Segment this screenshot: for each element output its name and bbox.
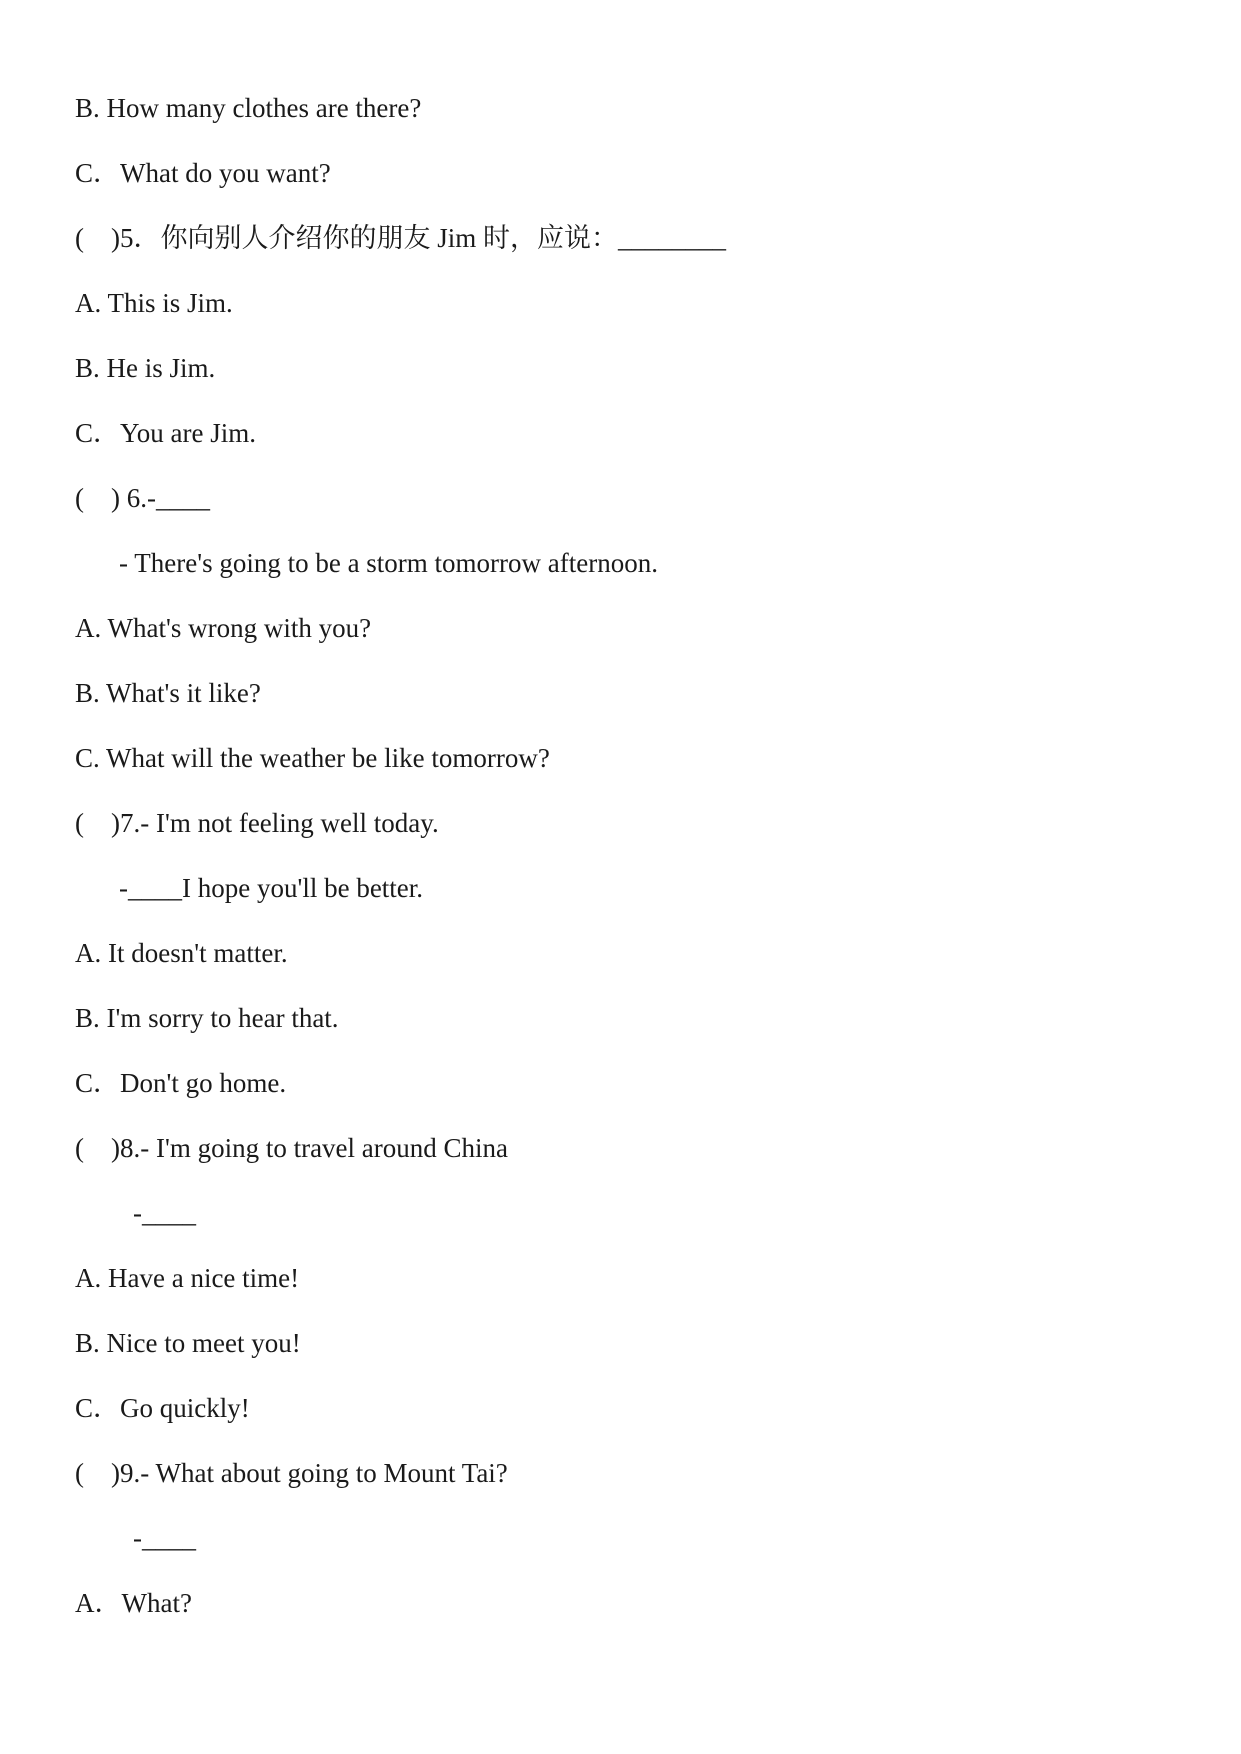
q7-option-a: A. It doesn't matter. — [75, 938, 288, 968]
q8-option-c: C．Go quickly! — [75, 1393, 250, 1423]
q6-option-c: C. What will the weather be like tomorrow? — [75, 743, 550, 773]
q5-option-c: C．You are Jim. — [75, 418, 257, 448]
q5-option-a: A. This is Jim. — [75, 288, 233, 318]
q6-option-a: A. What's wrong with you? — [75, 613, 372, 643]
q7-option-c: C．Don't go home. — [75, 1068, 287, 1098]
q5-option-b: B. He is Jim. — [75, 353, 216, 383]
q4-option-b: B. How many clothes are there? — [75, 93, 422, 123]
q9-option-a: A．What? — [75, 1588, 192, 1618]
q5-question: ( )5．你向别人介绍你的朋友 Jim 时，应说：________ — [75, 223, 726, 253]
q6-question: ( ) 6.-____ — [75, 483, 210, 513]
q9-reply: -____ — [133, 1523, 196, 1553]
q8-option-a: A. Have a nice time! — [75, 1263, 300, 1293]
q7-option-b: B. I'm sorry to hear that. — [75, 1003, 339, 1033]
q6-reply: - There's going to be a storm tomorrow afternoon. — [119, 548, 658, 578]
q7-question: ( )7.- I'm not feeling well today. — [75, 808, 439, 838]
q8-reply: -____ — [133, 1198, 196, 1228]
q8-option-b: B. Nice to meet you! — [75, 1328, 301, 1358]
q7-reply: -____I hope you'll be better. — [119, 873, 424, 903]
q9-question: ( )9.- What about going to Mount Tai? — [75, 1458, 508, 1488]
q4-option-c: C．What do you want? — [75, 158, 331, 188]
q6-option-b: B. What's it like? — [75, 678, 261, 708]
q8-question: ( )8.- I'm going to travel around China — [75, 1133, 509, 1163]
